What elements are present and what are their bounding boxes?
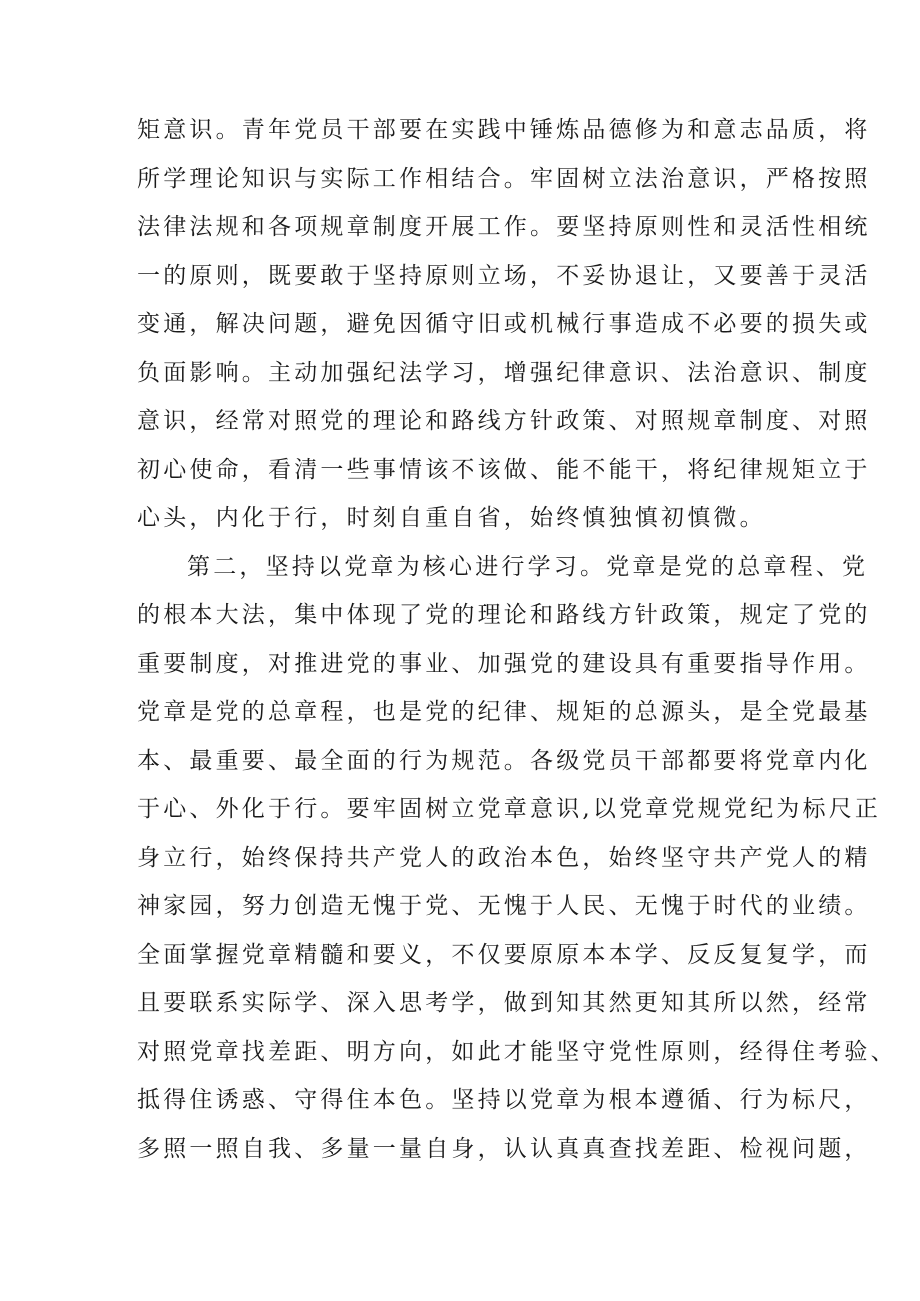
text-line: 且要联系实际学、深入思考学，做到知其然更知其所以然，经常 <box>137 990 871 1016</box>
text-line: 心头，内化于行，时刻自重自省，始终慎独慎初慎微。 <box>137 505 766 531</box>
text-line: 意识，经常对照党的理论和路线方针政策、对照规章制度、对照 <box>137 408 871 434</box>
body-text <box>137 106 897 1173</box>
text-line: 的根本大法，集中体现了党的理论和路线方针政策，规定了党的 <box>137 602 871 628</box>
text-line: 本、最重要、最全面的行为规范。各级党员干部都要将党章内化 <box>137 747 871 774</box>
text-line: 神家园，努力创造无愧于党、无愧于人民、无愧于时代的业绩。 <box>137 893 871 919</box>
text-line: 抵得住诱惑、守得住本色。坚持以党章为根本遵循、行为标尺， <box>137 1087 871 1113</box>
text-line: 初心使命，看清一些事情该不该做、能不能干，将纪律规矩立于 <box>137 456 871 483</box>
text-line: 所学理论知识与实际工作相结合。牢固树立法治意识，严格按照 <box>137 165 871 192</box>
text-line: 一的原则，既要敢于坚持原则立场，不妥协退让，又要善于灵活 <box>137 262 871 289</box>
text-line: 全面掌握党章精髓和要义，不仅要原原本本学、反反复复学，而 <box>137 941 871 968</box>
text-line: 法律法规和各项规章制度开展工作。要坚持原则性和灵活性相统 <box>137 214 871 240</box>
text-line: 重要制度，对推进党的事业、加强党的建设具有重要指导作用。 <box>137 650 871 677</box>
text-line: 矩意识。青年党员干部要在实践中锤炼品德修为和意志品质，将 <box>137 117 871 143</box>
text-line: 变通，解决问题，避免因循守旧或机械行事造成不必要的损失或 <box>137 311 871 337</box>
text-line: 负面影响。主动加强纪法学习，增强纪律意识、法治意识、制度 <box>137 359 871 386</box>
text-line: 对照党章找差距、明方向，如此才能坚守党性原则，经得住考验、 <box>137 1038 897 1065</box>
text-line: 身立行，始终保持共产党人的政治本色，始终坚守共产党人的精 <box>137 844 871 871</box>
text-line: 于心、外化于行。要牢固树立党章意识,以党章党规党纪为标尺正 <box>137 796 882 822</box>
text-line: 多照一照自我、多量一量自身，认认真真查找差距、检视问题， <box>137 1135 871 1162</box>
paragraph-start-line: 第二，坚持以党章为核心进行学习。党章是党的总章程、党 <box>187 553 869 580</box>
text-line: 党章是党的总章程，也是党的纪律、规矩的总源头，是全党最基 <box>137 699 871 725</box>
